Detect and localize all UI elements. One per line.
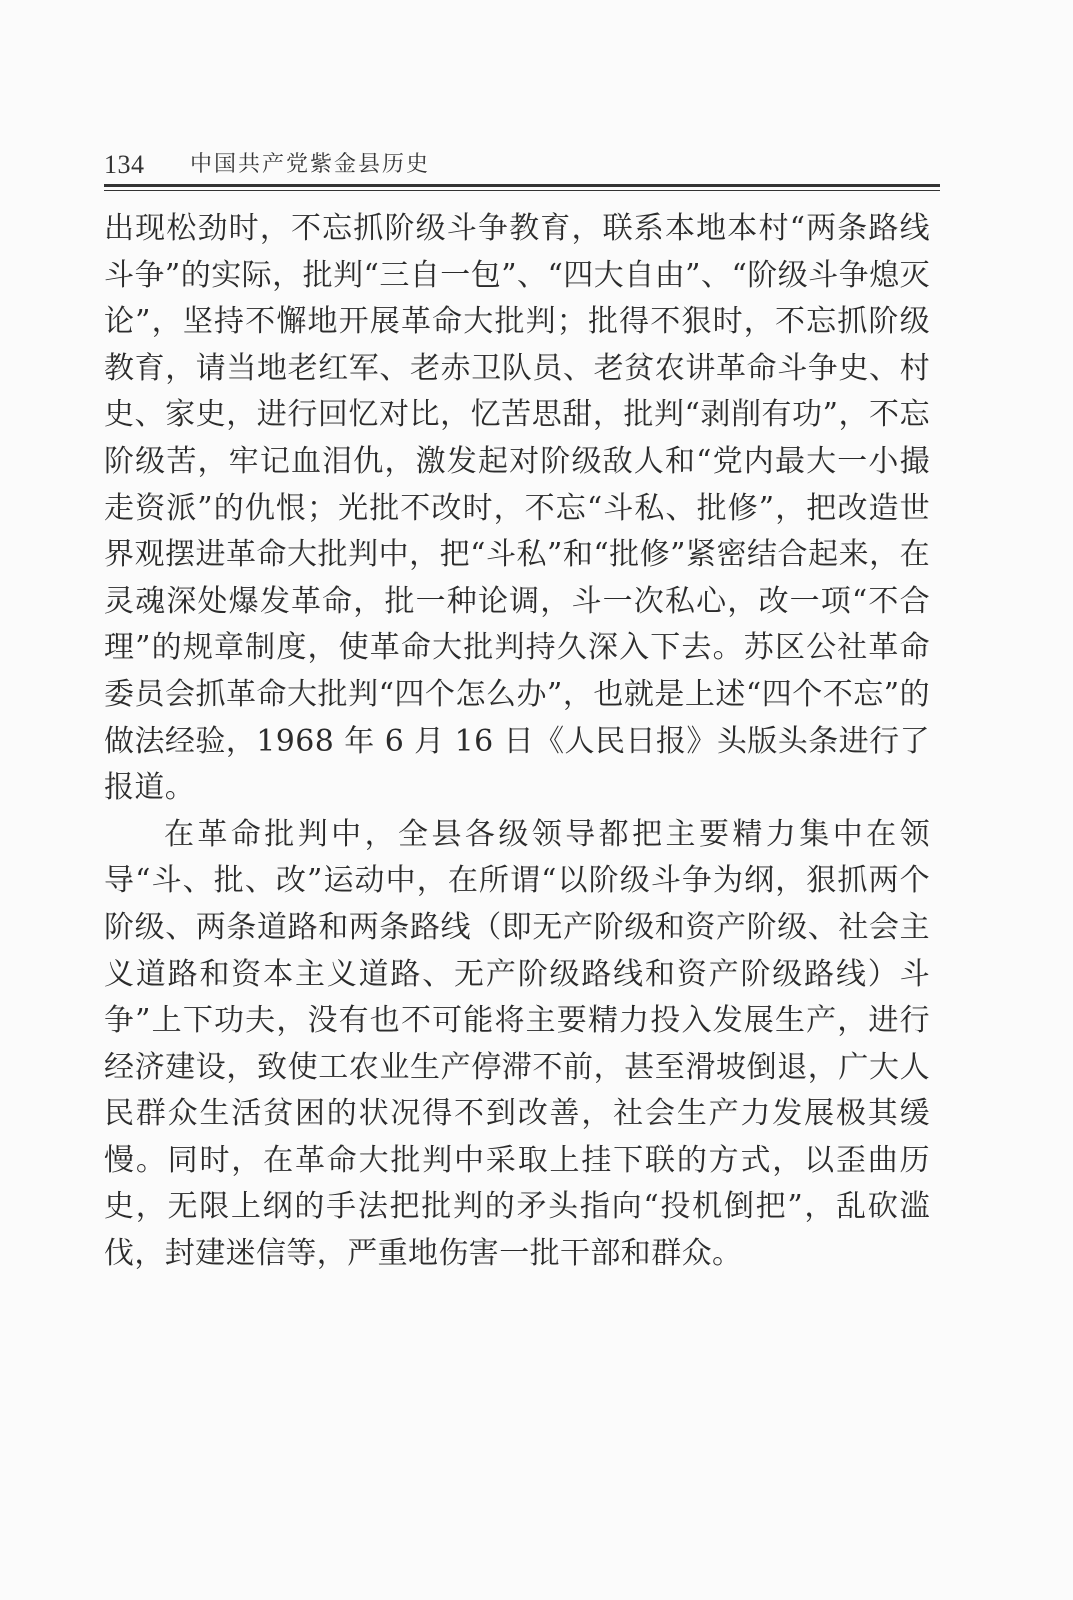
- running-title: 中国共产党紫金县历史: [190, 152, 431, 177]
- page-number: 134: [104, 150, 145, 179]
- paragraph: 在革命批判中，全县各级领导都把主要精力集中在领导“斗、批、改”运动中，在所谓“以阶级斗争为纲，狠抓两个阶级、两条道路和两条路线（即无产阶级和资产阶级、社会主义道路和资本主义道路、无产阶级路线和资产阶级路线）斗争”上下功夫，没有也不可能将主要精力投入发展生产，进行经济建设，致使工农业生产停滞不前，甚至滑坡倒退，广大人民群众生活贫困的状况得不到改善，社会生产力发展极其缓慢。同时，在革命大批判中采取上挂下联的方式，以歪曲历史，无限上纲的手法把批判的矛头指向“投机倒把”，乱砍滥伐，封建迷信等，严重地伤害一批干部和群众。: [104, 816, 930, 1272]
- header-rule-thick: [104, 184, 940, 187]
- page-header: [104, 148, 940, 188]
- paragraph-continued: 出现松劲时，不忘抓阶级斗争教育，联系本地本村“两条路线斗争”的实际，批判“三自一包”、“四大自由”、“阶级斗争熄灭论”，坚持不懈地开展革命大批判；批得不狠时，不忘抓阶级教育，请当地老红军、老赤卫队员、老贫农讲革命斗争史、村史、家史，进行回忆对比，忆苦思甜，批判“剥削有功”，不忘阶级苦，牢记血泪仇，激发起对阶级敌人和“党内最大一小撮走资派”的仇恨；光批不改时，不忘“斗私、批修”，把改造世界观摆进革命大批判中，把“斗私”和“批修”紧密结合起来，在灵魂深处爆发革命，批一种论调，斗一次私心，改一项“不合理”的规章制度，使革命大批判持久深入下去。苏区公社革命委员会抓革命大批判“四个怎么办”，也就是上述“四个不忘”的做法经验，1968 年 6 月 16 日《人民日报》头版头条进行了报道。: [104, 211, 930, 806]
- body-text: [104, 206, 930, 1278]
- header-rule-thin: [104, 190, 940, 191]
